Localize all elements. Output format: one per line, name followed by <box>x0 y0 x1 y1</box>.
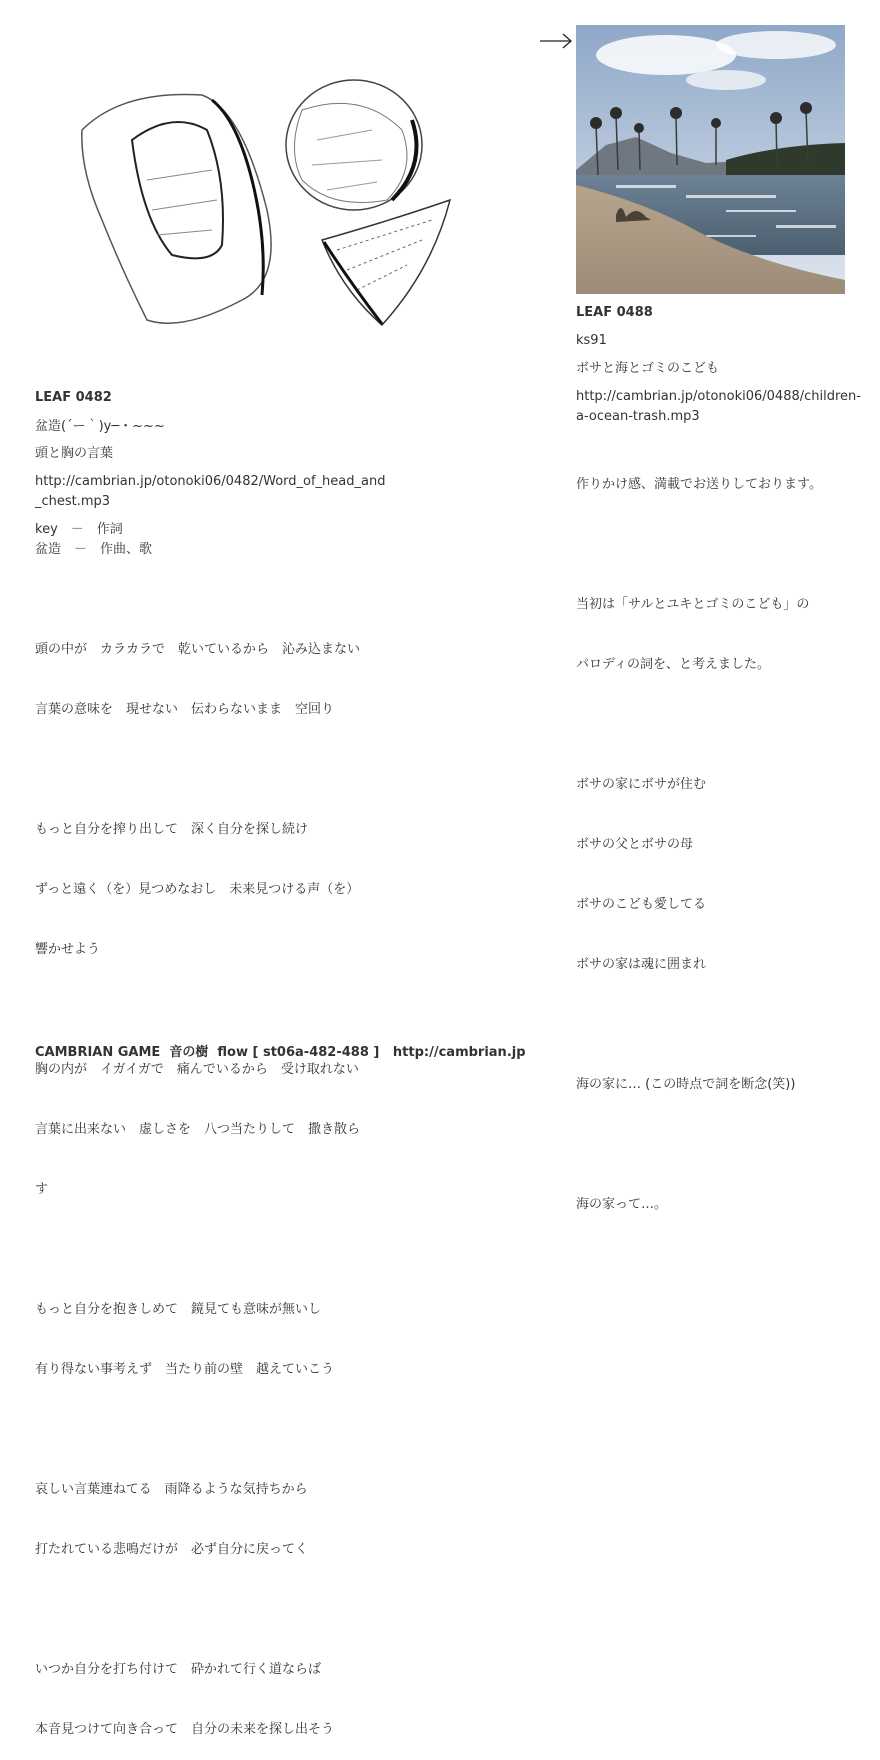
arrow-right-icon <box>539 32 573 50</box>
beach-photo <box>576 25 845 294</box>
lyric-line: す <box>35 1182 49 1197</box>
lyric-line: 本音見つけて向き合って 自分の未来を探し出そう <box>35 1722 335 1737</box>
right-author: ks91 <box>576 333 607 348</box>
left-author: 盆造(´ー｀)y─・~~~ <box>35 419 165 434</box>
body-line <box>576 715 822 735</box>
body-line: 海の家って…。 <box>576 1197 668 1212</box>
body-line: ボサの父とボサの母 <box>576 837 694 852</box>
body-line: 海の家に… (この時点で詞を断念(笑)) <box>576 1077 796 1092</box>
lyric-line: 言葉に出来ない 虚しさを 八つ当たりして 撒き散ら <box>35 1122 361 1137</box>
body-line <box>576 1015 822 1035</box>
right-title: ボサと海とゴミのこども <box>576 361 720 376</box>
lyric-line: 言葉の意味を 現せない 伝わらないまま 空回り <box>35 702 335 717</box>
leaf-illustration <box>62 70 462 340</box>
lyric-line <box>35 1600 360 1620</box>
lyric-line: 有り得ない事考えず 当たり前の壁 越えていこう <box>35 1362 335 1377</box>
lyric-line <box>35 1420 360 1440</box>
body-line: 作りかけ感、満載でお送りしております。 <box>576 477 822 492</box>
body-line <box>576 535 822 555</box>
left-leaf-id: LEAF 0482 <box>35 390 112 405</box>
body-line: ボサのこども愛してる <box>576 897 707 912</box>
lyric-line: 響かせよう <box>35 942 101 957</box>
lyric-line: ずっと遠く（を）見つめなおし 未来見つける声（を） <box>35 882 360 897</box>
left-lyrics <box>35 600 360 1760</box>
lyric-line <box>35 1240 360 1260</box>
lyric-line: もっと自分を抱きしめて 鏡見ても意味が無いし <box>35 1302 322 1317</box>
left-url-line2[interactable]: _chest.mp3 <box>35 494 111 509</box>
body-line: パロディの詞を、と考えました。 <box>576 657 770 672</box>
lyric-line: 哀しい言葉連ねてる 雨降るような気持ちから <box>35 1482 308 1497</box>
body-line <box>576 1135 822 1155</box>
lyric-line <box>35 1000 360 1020</box>
right-leaf-id: LEAF 0488 <box>576 305 653 320</box>
left-credit-2: 盆造 － 作曲、歌 <box>35 542 153 557</box>
body-line: ボサの家は魂に囲まれ <box>576 957 707 972</box>
lyric-line: 胸の内が イガイガで 痛んでいるから 受け取れない <box>35 1062 359 1077</box>
lyric-line: 打たれている悲鳴だけが 必ず自分に戻ってく <box>35 1542 309 1557</box>
right-column <box>576 303 880 1212</box>
right-url-line2[interactable]: a-ocean-trash.mp3 <box>576 409 700 424</box>
left-title: 頭と胸の言葉 <box>35 446 114 461</box>
left-url-line1[interactable]: http://cambrian.jp/otonoki06/0482/Word_of_head_and <box>35 474 386 489</box>
right-url-line1[interactable]: http://cambrian.jp/otonoki06/0488/children- <box>576 389 861 404</box>
lyric-line: いつか自分を打ち付けて 砕かれて行く道ならば <box>35 1662 322 1677</box>
footer: CAMBRIAN GAME 音の樹 flow [ st06a-482-488 ] http://cambrian.jp <box>35 1045 526 1060</box>
lyric-line: もっと自分を搾り出して 深く自分を探し続け <box>35 822 309 837</box>
lyric-line <box>35 760 360 780</box>
left-credit-1: key － 作詞 <box>35 522 123 537</box>
right-body <box>576 435 822 1255</box>
lyric-line: 頭の中が カラカラで 乾いているから 沁み込まない <box>35 642 361 657</box>
body-line: ボサの家にボサが住む <box>576 777 707 792</box>
body-line: 当初は「サルとユキとゴミのこども」の <box>576 597 810 612</box>
